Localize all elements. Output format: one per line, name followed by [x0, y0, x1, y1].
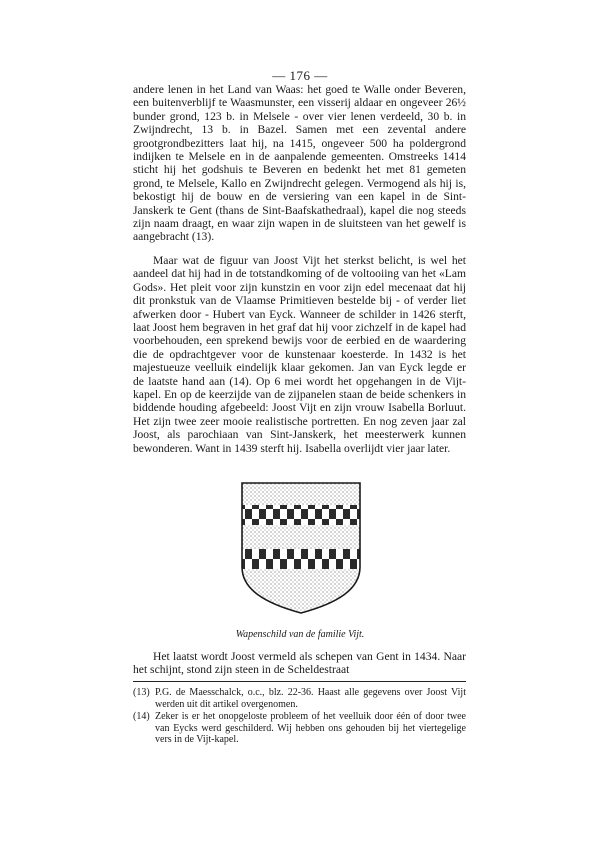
paragraph-3: [133, 650, 466, 677]
page-number: — 176 —: [272, 68, 328, 83]
shield-image: [238, 479, 364, 617]
paragraph-1-text: andere lenen in het Land van Waas: het goed te Walle onder Beveren, een buitenverblijf te Waasmunster, een visserij aldaar en ongeveer 26½ bunder grond, 123 b. in Melsele - over vier lenen verdeeld, 30 b. in Zwijndrecht, 13 b. in Bazel. Samen met een zevental andere grootgrondbezitters laat hij, na 1415, ongeveer 500 ha poldergrond indijken te Melsele en in de aanpalende gemeenten. Omstreeks 1414 sticht hij het godshuis te Beveren en bedenkt het met 81 gemeten grond, te Melsele, Kallo en Zwijndrecht gelegen. Vermogend als hij is, bekostigt hij de bouw en de versiering van een kapel in de Sint-Janskerk te Gent (thans de Sint-Baafskathedraal), kapel die nog steeds zijn naam draagt, en waar zijn wapen in de sluitsteen van het gewelf is aangebracht (13).: [133, 83, 466, 244]
footnote-14: [133, 711, 466, 746]
paragraph-2: [133, 254, 466, 455]
footnote-text: P.G. de Maesschalck, o.c., blz. 22-36. Haast alle gegevens over Joost Vijt werden uit dit artikel overgenomen.: [155, 687, 466, 710]
footnotes: [133, 687, 466, 747]
footnote-number: (14): [133, 711, 150, 723]
coat-of-arms-figure: [238, 479, 364, 617]
figure-caption: Wapenschild van de familie Vijt.: [235, 629, 365, 640]
paragraph-3-text: Het laatst wordt Joost vermeld als schepen van Gent in 1434. Naar het schijnt, stond zijn steen in de Scheldestraat: [133, 650, 466, 677]
footnote-text: Zeker is er het onopgeloste probleem of het veelluik door één of door twee van Eycks werd geschilderd. Wij hebben ons gehouden bij het viertegelige vers in de Vijt-kapel.: [155, 711, 466, 746]
paragraph-2-text: Maar wat de figuur van Joost Vijt het sterkst belicht, is wel het aandeel dat hij had in de totstandkoming of de voltooiing van het «Lam Gods». Het pleit voor zijn kunstzin en voor zijn edel mecenaat dat hij dit pronkstuk van de Vlaamse Primitieven bestelde bij - of verder liet afwerken door - Hubert van Eyck. Wanneer de schilder in 1426 sterft, laat Joost hem begraven in het graf dat hij voor zichzelf in de kapel had voorbehouden, een sprekend bewijs voor de eerbied en de waardering die de opdrachtgever voor de kunstenaar koesterde. In 1432 is het majestueuze veelluik eindelijk klaar gekomen. Jan van Eyck legde er de laatste hand aan (14). Op 6 mei wordt het opgehangen in de Vijt-kapel. En op de keerzijde van de zijpanelen staan de beide schenkers in biddende houding afgebeeld: Joost Vijt en zijn vrouw Isabella Borluut. Het zijn twee zeer mooie realistische portretten. En nog zeven jaar zal Joost, als parochiaan van Sint-Janskerk, het meesterwerk kunnen bewonderen. Want in 1439 sterft hij. Isabella overlijdt vier jaar later.: [133, 254, 466, 455]
footnote-13: [133, 687, 466, 710]
footnote-number: (13): [133, 687, 150, 698]
paragraph-1: [133, 83, 466, 244]
footnote-divider: [133, 681, 466, 682]
